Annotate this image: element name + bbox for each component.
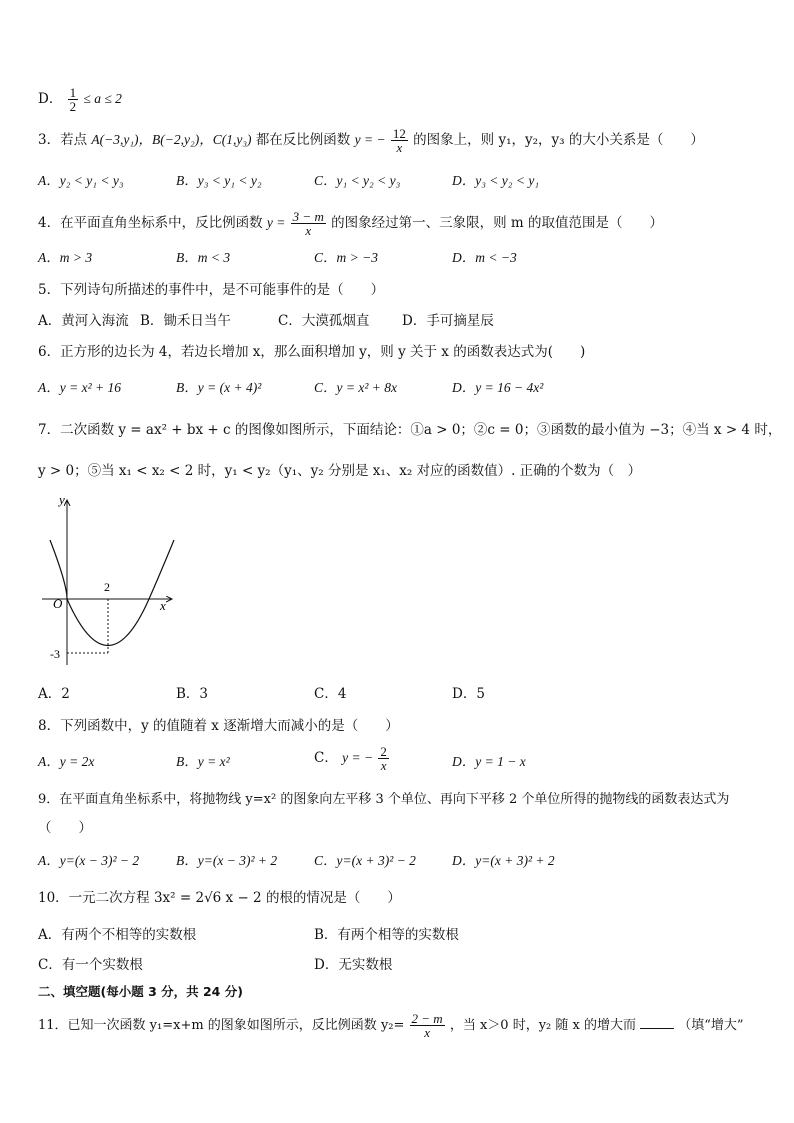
q10-option-d: D．无实数根 [314,957,393,973]
q10-option-b: B．有两个相等的实数根 [314,927,459,943]
q10-option-a: A．有两个不相等的实数根 [38,927,197,943]
q7-option-b: B．3 [176,686,209,702]
q7-option-c: C．4 [314,686,347,702]
answer-blank[interactable] [640,1015,674,1029]
fraction: $\frac{12}{x}$ [392,126,406,155]
q4-option-b: B．m < 3 [176,250,231,265]
x-tick-label: 2 [104,580,110,594]
q3-option-a: A．y₂ < y₁ < y₃ [38,173,124,188]
q6-option-b: B．y = (x + 4)² [176,380,262,395]
q6-option-d: D．y = 16 − 4x² [452,380,544,395]
q5-option-d: D．手可摘星辰 [402,313,494,329]
section-2-title: 二、填空题(每小题 3 分，共 24 分) [38,984,243,999]
question-9-line-2: （ ） [38,820,92,836]
question-6: 6．正方形的边长为 4，若边长增加 x，那么面积增加 y，则 y 关于 x 的函数表达式为( ) [38,344,586,360]
parabola-curve [50,540,174,646]
q4-option-a: A．m > 3 [38,250,93,265]
q9-option-d: D．y=(x + 3)² + 2 [452,853,555,868]
question-9-line-1: 9．在平面直角坐标系中，将抛物线 y=x² 的图象向左平移 3 个单位、再向下平移 2 个单位所得的抛物线的函数表达式为 [38,792,730,807]
question-7-line-1: 7．二次函数 y = ax² + bx + c 的图像如图所示，下面结论：①a > 0；②c = 0；③函数的最小值为 −3；④当 x > 4 时， [38,422,782,438]
q9-option-b: B．y=(x − 3)² + 2 [176,853,278,868]
q8-option-b: B．y = x² [176,754,230,769]
q9-option-a: A．y=(x − 3)² − 2 [38,853,140,868]
q5-option-c: C．大漠孤烟直 [278,313,370,329]
question-8: 8．下列函数中，y 的值随着 x 逐渐增大而减小的是（ ） [38,718,399,734]
q7-option-a: A．2 [38,686,70,702]
q2-option-d: D． $\frac{1}{2}$ ≤ a ≤ 2 [38,85,122,114]
q8-option-c: C． y = − $\frac{2}{x}$ [314,744,387,773]
question-4: 4．在平面直角坐标系中，反比例函数 y = $\frac{3 - m}{x}$ 的图象经过第一、三象限，则 m 的取值范围是（ ） [38,209,664,238]
q8-option-d: D．y = 1 − x [452,754,526,769]
fraction: $\frac{2 - m}{x}$ [411,1011,443,1040]
question-11: 11．已知一次函数 y₁=x+m 的图象如图所示，反比例函数 y₂= $\frac{2 - m}{x}$ ，当 x＞0 时，y₂ 随 x 的增大而 （填“增大” [38,1011,744,1040]
q4-option-c: C．m > −3 [314,250,378,265]
y-tick-label: -3 [50,647,60,661]
fraction: $\frac{2}{x}$ [380,744,387,773]
question-10: 10．一元二次方程 3x² = 2√6 x − 2 的根的情况是（ ） [38,890,401,906]
q10-option-c: C．有一个实数根 [38,957,143,973]
q5-option-a: A．黄河入海流 [38,313,129,329]
x-axis-label: x [160,598,166,613]
fraction: $\frac{1}{2}$ [69,85,77,114]
question-7-line-2: y > 0；⑤当 x₁ < x₂ < 2 时，y₁ < y₂（y₁、y₂ 分别是 x₁、x₂ 对应的函数值）. 正确的个数为（ ） [38,463,642,479]
parabola-graph [40,490,190,670]
q5-option-b: B．锄禾日当午 [140,313,231,329]
question-3: 3．若点 A(−3,y₁)，B(−2,y₂)，C(1,y₃) 都在反比例函数 y = − $\frac{12}{x}$ 的图象上，则 y₁，y₂，y₃ 的大小关系是（ ） [38,126,704,155]
q6-option-a: A．y = x² + 16 [38,380,121,395]
fraction: $\frac{3 - m}{x}$ [292,209,324,238]
q3-option-b: B．y₃ < y₁ < y₂ [176,173,262,188]
q6-option-c: C．y = x² + 8x [314,380,397,395]
y-axis-label: y [59,492,65,507]
q7-option-d: D．5 [452,686,485,702]
q8-option-a: A．y = 2x [38,754,95,769]
q3-option-d: D．y₃ < y₂ < y₁ [452,173,540,188]
origin-label: O [53,596,63,611]
q4-option-d: D．m < −3 [452,250,517,265]
q9-option-c: C．y=(x + 3)² − 2 [314,853,416,868]
q3-option-c: C．y₁ < y₂ < y₃ [314,173,401,188]
question-5: 5．下列诗句所描述的事件中，是不可能事件的是（ ） [38,282,385,298]
